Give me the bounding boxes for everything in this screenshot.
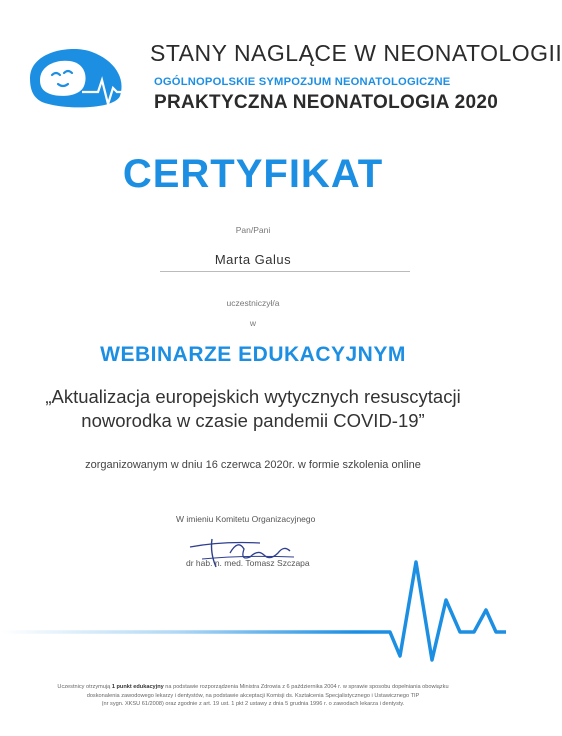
baby-logo-icon <box>22 40 142 110</box>
certificate-title: CERTYFIKAT <box>122 152 384 196</box>
header-symposium: OGÓLNOPOLSKIE SYMPOZJUM NEONATOLOGICZNE <box>154 76 451 88</box>
footer-line-1 <box>16 683 490 692</box>
header-event-title: STANY NAGLĄCE W NEONATOLOGII <box>150 40 562 66</box>
footer-line-1-pre: Uczestnicy otrzymują <box>57 684 112 690</box>
topic-line-1: „Aktualizacja europejskich wytycznych resuscytacji <box>45 386 461 407</box>
salutation: Pan/Pani <box>235 225 271 235</box>
footer-note <box>16 683 490 709</box>
signer-name: dr hab. n. med. Tomasz Szczapa <box>186 558 310 568</box>
footer-points: 1 punkt edukacyjny <box>111 684 164 690</box>
heartbeat-icon <box>0 560 506 670</box>
committee-label: W imieniu Komitetu Organizacyjnego <box>176 514 316 524</box>
header-conference: PRAKTYCZNA NEONATOLOGIA 2020 <box>154 92 499 113</box>
webinar-topic <box>0 385 506 433</box>
footer-line-1-post: na podstawie rozporządzenia Ministra Zdrowia z 6 października 2004 r. w sprawie sposobu dopełniania obowiązku <box>163 684 449 690</box>
organized-info: zorganizowanym w dniu 16 czerwca 2020r. w formie szkolenia online <box>85 459 421 471</box>
footer-line-2: doskonalenia zawodowego lekarzy i dentystów, na podstawie akceptacji Komisji ds. Kształcenia Specjalistycznego i Ustawicznego TIP <box>86 692 420 699</box>
event-type: WEBINARZE EDUKACYJNYM <box>100 343 406 366</box>
name-underline <box>160 271 410 272</box>
participated-label: uczestniczył/a <box>226 298 280 308</box>
topic-line-2: noworodka w czasie pandemii COVID-19” <box>81 410 425 431</box>
in-label: w <box>249 318 257 328</box>
participant-name: Marta Galus <box>214 252 292 267</box>
footer-line-3: (nr sygn. XKSU 61/2008) oraz zgodnie z art. 19 ust. 1 pkt 2 ustawy z dnia 5 grudnia 1996 r. o zawodach lekarza i dentysty. <box>101 701 405 707</box>
